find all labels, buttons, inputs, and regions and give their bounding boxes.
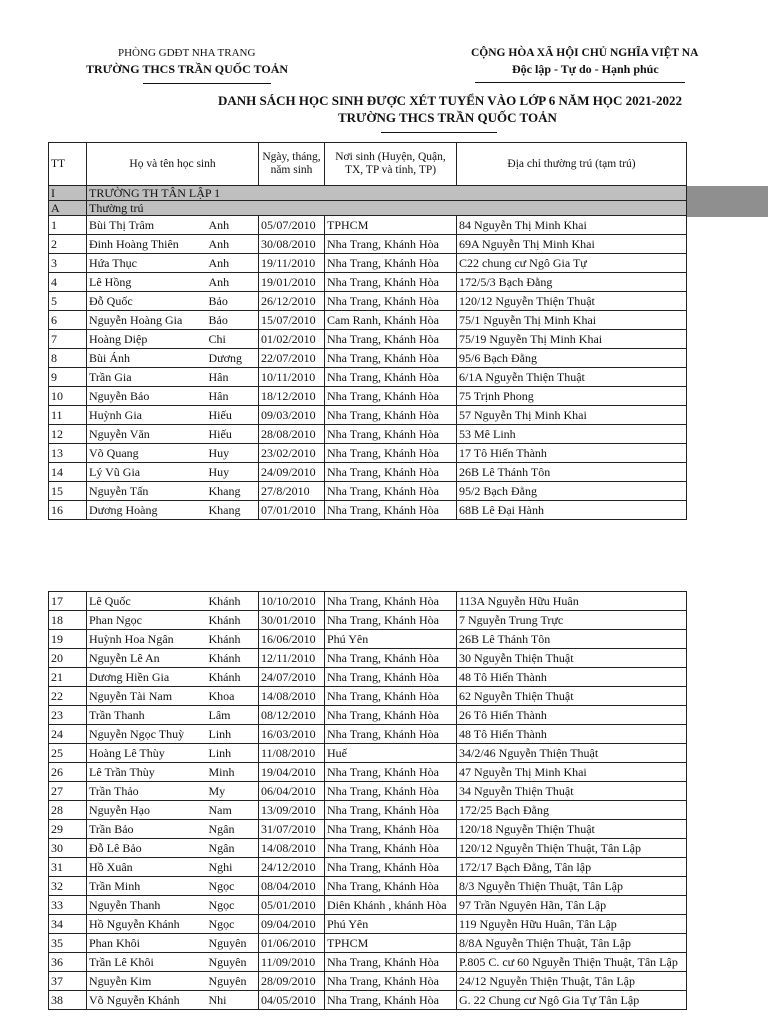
table-row xyxy=(49,630,687,649)
student-given-name: Hiếu xyxy=(207,425,259,444)
student-surname: Lê Hồng xyxy=(87,273,207,292)
student-address: 26B Lê Thánh Tôn xyxy=(457,630,687,649)
header-tt: TT xyxy=(49,143,87,186)
student-tt: 1 xyxy=(49,216,87,235)
header-birthplace: Nơi sinh (Huyện, Quận, TX, TP và tỉnh, TP) xyxy=(325,143,457,186)
student-address: 97 Trần Nguyên Hãn, Tân Lập xyxy=(457,896,687,915)
title-underline xyxy=(381,132,497,133)
student-address: 75 Trịnh Phong xyxy=(457,387,687,406)
table-row xyxy=(49,235,687,254)
student-given-name: Nguyên xyxy=(207,934,259,953)
student-given-name: Khánh xyxy=(207,630,259,649)
student-dob: 30/01/2010 xyxy=(259,611,325,630)
student-address: 26 Tô Hiến Thành xyxy=(457,706,687,725)
student-surname: Nguyễn Kim xyxy=(87,972,207,991)
table-row xyxy=(49,991,687,1010)
header-dob: Ngày, tháng, năm sinh xyxy=(259,143,325,186)
selected-row-highlight xyxy=(686,186,768,217)
student-dob: 10/11/2010 xyxy=(259,368,325,387)
student-birthplace: Nha Trang, Khánh Hòa xyxy=(325,725,457,744)
student-tt: 24 xyxy=(49,725,87,744)
student-tt: 29 xyxy=(49,820,87,839)
student-tt: 14 xyxy=(49,463,87,482)
table-row xyxy=(49,482,687,501)
student-birthplace: Nha Trang, Khánh Hòa xyxy=(325,991,457,1010)
student-tt: 26 xyxy=(49,763,87,782)
student-surname: Dương Hiền Gia xyxy=(87,668,207,687)
student-birthplace: Nha Trang, Khánh Hòa xyxy=(325,368,457,387)
table-row xyxy=(49,972,687,991)
student-dob: 22/07/2010 xyxy=(259,349,325,368)
student-tt: 11 xyxy=(49,406,87,425)
student-given-name: Khoa xyxy=(207,687,259,706)
student-dob: 05/01/2010 xyxy=(259,896,325,915)
table-row xyxy=(49,501,687,520)
student-tt: 31 xyxy=(49,858,87,877)
student-surname: Trần Bảo xyxy=(87,820,207,839)
student-dob: 30/08/2010 xyxy=(259,235,325,254)
student-dob: 24/07/2010 xyxy=(259,668,325,687)
student-address: 69A Nguyễn Thị Minh Khai xyxy=(457,235,687,254)
student-birthplace: Nha Trang, Khánh Hòa xyxy=(325,425,457,444)
department-name: PHÒNG GDĐT NHA TRANG xyxy=(118,47,256,59)
student-surname: Đỗ Lê Bảo xyxy=(87,839,207,858)
student-birthplace: Nha Trang, Khánh Hòa xyxy=(325,330,457,349)
student-surname: Trần Thanh xyxy=(87,706,207,725)
student-address: 120/12 Nguyễn Thiện Thuật, Tân Lập xyxy=(457,839,687,858)
student-birthplace: Nha Trang, Khánh Hòa xyxy=(325,444,457,463)
student-birthplace: Phú Yên xyxy=(325,630,457,649)
student-tt: 35 xyxy=(49,934,87,953)
student-given-name: Nam xyxy=(207,801,259,820)
student-surname: Phan Ngọc xyxy=(87,611,207,630)
student-given-name: My xyxy=(207,782,259,801)
student-dob: 16/03/2010 xyxy=(259,725,325,744)
student-dob: 24/09/2010 xyxy=(259,463,325,482)
table-row xyxy=(49,649,687,668)
student-address: 57 Nguyễn Thị Minh Khai xyxy=(457,406,687,425)
student-birthplace: Nha Trang, Khánh Hòa xyxy=(325,763,457,782)
student-birthplace: Nha Trang, Khánh Hòa xyxy=(325,406,457,425)
student-surname: Đinh Hoàng Thiên xyxy=(87,235,207,254)
student-given-name: Ngân xyxy=(207,820,259,839)
student-tt: 12 xyxy=(49,425,87,444)
student-surname: Lê Trần Thùy xyxy=(87,763,207,782)
student-tt: 28 xyxy=(49,801,87,820)
student-dob: 26/12/2010 xyxy=(259,292,325,311)
student-address: 113A Nguyễn Hữu Huân xyxy=(457,592,687,611)
student-surname: Dương Hoàng xyxy=(87,501,207,520)
table-row xyxy=(49,311,687,330)
student-given-name: Khánh xyxy=(207,592,259,611)
student-table-page-1 xyxy=(48,142,687,520)
student-address: 62 Nguyễn Thiện Thuật xyxy=(457,687,687,706)
student-given-name: Lâm xyxy=(207,706,259,725)
student-birthplace: Nha Trang, Khánh Hòa xyxy=(325,801,457,820)
student-dob: 19/11/2010 xyxy=(259,254,325,273)
student-tt: 8 xyxy=(49,349,87,368)
student-given-name: Anh xyxy=(207,216,259,235)
student-birthplace: Nha Trang, Khánh Hòa xyxy=(325,782,457,801)
student-dob: 07/01/2010 xyxy=(259,501,325,520)
student-address: 30 Nguyễn Thiện Thuật xyxy=(457,649,687,668)
student-dob: 28/08/2010 xyxy=(259,425,325,444)
student-tt: 19 xyxy=(49,630,87,649)
student-birthplace: Nha Trang, Khánh Hòa xyxy=(325,482,457,501)
student-given-name: Anh xyxy=(207,235,259,254)
student-given-name: Chi xyxy=(207,330,259,349)
document-title: DANH SÁCH HỌC SINH ĐƯỢC XÉT TUYỂN VÀO LỚP 6 NĂM HỌC 2021-2022 xyxy=(218,93,682,108)
student-birthplace: Diên Khánh , khánh Hòa xyxy=(325,896,457,915)
student-birthplace: Nha Trang, Khánh Hòa xyxy=(325,501,457,520)
student-birthplace: Nha Trang, Khánh Hòa xyxy=(325,877,457,896)
student-birthplace: Nha Trang, Khánh Hòa xyxy=(325,668,457,687)
table-row xyxy=(49,330,687,349)
student-tt: 36 xyxy=(49,953,87,972)
student-tt: 15 xyxy=(49,482,87,501)
student-given-name: Hân xyxy=(207,368,259,387)
student-address: 26B Lê Thánh Tôn xyxy=(457,463,687,482)
student-tt: 21 xyxy=(49,668,87,687)
student-dob: 05/07/2010 xyxy=(259,216,325,235)
student-dob: 09/04/2010 xyxy=(259,915,325,934)
student-tt: 22 xyxy=(49,687,87,706)
table-row xyxy=(49,877,687,896)
student-tt: 37 xyxy=(49,972,87,991)
student-address: 7 Nguyễn Trung Trực xyxy=(457,611,687,630)
group-code: A xyxy=(49,201,87,216)
student-address: 48 Tô Hiến Thành xyxy=(457,725,687,744)
student-address: 95/6 Bạch Đằng xyxy=(457,349,687,368)
student-tt: 23 xyxy=(49,706,87,725)
student-address: 8/3 Nguyễn Thiện Thuật, Tân Lập xyxy=(457,877,687,896)
student-surname: Trần Gia xyxy=(87,368,207,387)
student-birthplace: Nha Trang, Khánh Hòa xyxy=(325,273,457,292)
student-given-name: Linh xyxy=(207,725,259,744)
student-address: 95/2 Bạch Đằng xyxy=(457,482,687,501)
student-address: 120/18 Nguyễn Thiện Thuật xyxy=(457,820,687,839)
student-surname: Nguyễn Lê An xyxy=(87,649,207,668)
student-dob: 19/04/2010 xyxy=(259,763,325,782)
table-row xyxy=(49,687,687,706)
student-address: C22 chung cư Ngô Gia Tự xyxy=(457,254,687,273)
student-tt: 17 xyxy=(49,592,87,611)
student-given-name: Khang xyxy=(207,501,259,520)
table-row xyxy=(49,611,687,630)
student-given-name: Anh xyxy=(207,254,259,273)
student-tt: 38 xyxy=(49,991,87,1010)
student-birthplace: Nha Trang, Khánh Hòa xyxy=(325,839,457,858)
student-dob: 01/06/2010 xyxy=(259,934,325,953)
student-dob: 08/12/2010 xyxy=(259,706,325,725)
student-dob: 06/04/2010 xyxy=(259,782,325,801)
student-address: 68B Lê Đại Hành xyxy=(457,501,687,520)
table-row xyxy=(49,216,687,235)
student-surname: Trần Lê Khôi xyxy=(87,953,207,972)
student-given-name: Hân xyxy=(207,387,259,406)
student-dob: 11/09/2010 xyxy=(259,953,325,972)
student-dob: 04/05/2010 xyxy=(259,991,325,1010)
student-surname: Nguyễn Hạo xyxy=(87,801,207,820)
student-given-name: Hiếu xyxy=(207,406,259,425)
student-given-name: Huy xyxy=(207,444,259,463)
group-label: Thường trú xyxy=(87,201,687,216)
student-given-name: Huy xyxy=(207,463,259,482)
group-row-residence xyxy=(49,201,687,216)
student-birthplace: Nha Trang, Khánh Hòa xyxy=(325,463,457,482)
student-birthplace: Nha Trang, Khánh Hòa xyxy=(325,592,457,611)
student-given-name: Ngân xyxy=(207,839,259,858)
student-given-name: Linh xyxy=(207,744,259,763)
student-given-name: Khánh xyxy=(207,649,259,668)
student-address: 75/19 Nguyễn Thị Minh Khai xyxy=(457,330,687,349)
student-surname: Võ Quang xyxy=(87,444,207,463)
table-row xyxy=(49,953,687,972)
student-address: 120/12 Nguyễn Thiện Thuật xyxy=(457,292,687,311)
student-dob: 15/07/2010 xyxy=(259,311,325,330)
student-tt: 20 xyxy=(49,649,87,668)
student-surname: Huỳnh Hoa Ngân xyxy=(87,630,207,649)
student-dob: 16/06/2010 xyxy=(259,630,325,649)
student-surname: Hoàng Lê Thùy xyxy=(87,744,207,763)
table-row xyxy=(49,820,687,839)
student-tt: 10 xyxy=(49,387,87,406)
table-row xyxy=(49,368,687,387)
group-row-school xyxy=(49,186,687,201)
table-row xyxy=(49,744,687,763)
student-dob: 19/01/2010 xyxy=(259,273,325,292)
header-name: Họ và tên học sinh xyxy=(87,143,259,186)
table-row xyxy=(49,444,687,463)
student-dob: 14/08/2010 xyxy=(259,687,325,706)
student-surname: Phan Khôi xyxy=(87,934,207,953)
student-given-name: Nghi xyxy=(207,858,259,877)
student-address: 172/5/3 Bạch Đằng xyxy=(457,273,687,292)
student-dob: 12/11/2010 xyxy=(259,649,325,668)
student-given-name: Nhi xyxy=(207,991,259,1010)
table-header-row xyxy=(49,143,687,186)
student-surname: Nguyễn Văn xyxy=(87,425,207,444)
table-row xyxy=(49,915,687,934)
student-tt: 6 xyxy=(49,311,87,330)
student-surname: Hoàng Diệp xyxy=(87,330,207,349)
student-address: 75/1 Nguyễn Thị Minh Khai xyxy=(457,311,687,330)
student-given-name: Nguyên xyxy=(207,972,259,991)
student-dob: 31/07/2010 xyxy=(259,820,325,839)
student-dob: 10/10/2010 xyxy=(259,592,325,611)
student-surname: Trần Thảo xyxy=(87,782,207,801)
student-birthplace: Nha Trang, Khánh Hòa xyxy=(325,611,457,630)
student-address: 6/1A Nguyễn Thiện Thuật xyxy=(457,368,687,387)
table-row xyxy=(49,273,687,292)
student-birthplace: TPHCM xyxy=(325,216,457,235)
student-birthplace: Nha Trang, Khánh Hòa xyxy=(325,254,457,273)
table-row xyxy=(49,801,687,820)
student-birthplace: Nha Trang, Khánh Hòa xyxy=(325,687,457,706)
student-tt: 5 xyxy=(49,292,87,311)
student-surname: Võ Nguyễn Khánh xyxy=(87,991,207,1010)
student-dob: 27/8/2010 xyxy=(259,482,325,501)
student-address: 84 Nguyễn Thị Minh Khai xyxy=(457,216,687,235)
student-given-name: Bảo xyxy=(207,311,259,330)
student-birthplace: Nha Trang, Khánh Hòa xyxy=(325,292,457,311)
student-surname: Bùi Thị Trâm xyxy=(87,216,207,235)
student-birthplace: Nha Trang, Khánh Hòa xyxy=(325,349,457,368)
student-address: G. 22 Chung cư Ngô Gia Tự Tân Lập xyxy=(457,991,687,1010)
table-row xyxy=(49,254,687,273)
student-birthplace: Nha Trang, Khánh Hòa xyxy=(325,706,457,725)
student-dob: 08/04/2010 xyxy=(259,877,325,896)
student-given-name: Minh xyxy=(207,763,259,782)
table-row xyxy=(49,896,687,915)
student-surname: Nguyễn Tấn xyxy=(87,482,207,501)
student-birthplace: Nha Trang, Khánh Hòa xyxy=(325,858,457,877)
table-row xyxy=(49,858,687,877)
table-row xyxy=(49,706,687,725)
student-given-name: Khánh xyxy=(207,668,259,687)
student-address: 34/2/46 Nguyễn Thiện Thuật xyxy=(457,744,687,763)
student-tt: 3 xyxy=(49,254,87,273)
student-tt: 4 xyxy=(49,273,87,292)
student-given-name: Khánh xyxy=(207,611,259,630)
group-label: TRƯỜNG TH TÂN LẬP 1 xyxy=(87,186,687,201)
student-surname: Nguyễn Tài Nam xyxy=(87,687,207,706)
national-motto-underline xyxy=(475,82,685,83)
student-given-name: Anh xyxy=(207,273,259,292)
student-address: 48 Tô Hiến Thành xyxy=(457,668,687,687)
student-tt: 32 xyxy=(49,877,87,896)
header-address: Địa chỉ thường trú (tạm trú) xyxy=(457,143,687,186)
student-dob: 24/12/2010 xyxy=(259,858,325,877)
student-surname: Lý Vũ Gia xyxy=(87,463,207,482)
student-tt: 16 xyxy=(49,501,87,520)
student-birthplace: Nha Trang, Khánh Hòa xyxy=(325,235,457,254)
student-tt: 13 xyxy=(49,444,87,463)
student-dob: 13/09/2010 xyxy=(259,801,325,820)
student-address: P.805 C. cư 60 Nguyễn Thiện Thuật, Tân Lập xyxy=(457,953,687,972)
student-dob: 28/09/2010 xyxy=(259,972,325,991)
table-row xyxy=(49,349,687,368)
student-address: 8/8A Nguyễn Thiện Thuật, Tân Lập xyxy=(457,934,687,953)
student-given-name: Dương xyxy=(207,349,259,368)
student-given-name: Ngọc xyxy=(207,915,259,934)
student-tt: 2 xyxy=(49,235,87,254)
student-tt: 18 xyxy=(49,611,87,630)
table-row xyxy=(49,725,687,744)
student-surname: Đỗ Quốc xyxy=(87,292,207,311)
student-tt: 27 xyxy=(49,782,87,801)
student-address: 172/17 Bạch Đằng, Tân lập xyxy=(457,858,687,877)
student-given-name: Nguyên xyxy=(207,953,259,972)
student-address: 47 Nguyễn Thị Minh Khai xyxy=(457,763,687,782)
table-row xyxy=(49,292,687,311)
table-row xyxy=(49,592,687,611)
student-surname: Nguyễn Ngọc Thuỳ xyxy=(87,725,207,744)
student-address: 172/25 Bạch Đằng xyxy=(457,801,687,820)
student-birthplace: Phú Yên xyxy=(325,915,457,934)
table-row xyxy=(49,406,687,425)
student-address: 119 Nguyễn Hữu Huân, Tân Lập xyxy=(457,915,687,934)
student-address: 53 Mê Linh xyxy=(457,425,687,444)
student-dob: 18/12/2010 xyxy=(259,387,325,406)
student-dob: 14/08/2010 xyxy=(259,839,325,858)
student-surname: Lê Quốc xyxy=(87,592,207,611)
student-surname: Hứa Thục xyxy=(87,254,207,273)
student-birthplace: TPHCM xyxy=(325,934,457,953)
student-surname: Nguyễn Hoàng Gia xyxy=(87,311,207,330)
student-dob: 11/08/2010 xyxy=(259,744,325,763)
table-row xyxy=(49,839,687,858)
student-table-page-2 xyxy=(48,591,687,1010)
student-surname: Hồ Xuân xyxy=(87,858,207,877)
national-motto: Độc lập - Tự do - Hạnh phúc xyxy=(512,62,659,76)
student-birthplace: Nha Trang, Khánh Hòa xyxy=(325,387,457,406)
group-code: I xyxy=(49,186,87,201)
table-row xyxy=(49,425,687,444)
student-given-name: Khang xyxy=(207,482,259,501)
student-tt: 9 xyxy=(49,368,87,387)
student-surname: Hồ Nguyễn Khánh xyxy=(87,915,207,934)
school-name: TRƯỜNG THCS TRẦN QUỐC TOẢN xyxy=(86,62,289,76)
student-birthplace: Huế xyxy=(325,744,457,763)
student-surname: Trần Minh xyxy=(87,877,207,896)
student-dob: 09/03/2010 xyxy=(259,406,325,425)
student-tt: 30 xyxy=(49,839,87,858)
student-surname: Bùi Ánh xyxy=(87,349,207,368)
student-dob: 01/02/2010 xyxy=(259,330,325,349)
student-given-name: Ngọc xyxy=(207,877,259,896)
student-surname: Nguyễn Thanh xyxy=(87,896,207,915)
student-surname: Huỳnh Gia xyxy=(87,406,207,425)
table-row xyxy=(49,387,687,406)
student-tt: 34 xyxy=(49,915,87,934)
document-subtitle: TRƯỜNG THCS TRẦN QUỐC TOẢN xyxy=(338,110,557,125)
student-given-name: Bảo xyxy=(207,292,259,311)
student-address: 24/12 Nguyễn Thiện Thuật, Tân Lập xyxy=(457,972,687,991)
student-given-name: Ngọc xyxy=(207,896,259,915)
table-row xyxy=(49,763,687,782)
student-tt: 25 xyxy=(49,744,87,763)
student-surname: Nguyễn Bảo xyxy=(87,387,207,406)
table-row xyxy=(49,934,687,953)
student-birthplace: Cam Ranh, Khánh Hòa xyxy=(325,311,457,330)
student-address: 17 Tô Hiến Thành xyxy=(457,444,687,463)
student-birthplace: Nha Trang, Khánh Hòa xyxy=(325,649,457,668)
student-birthplace: Nha Trang, Khánh Hòa xyxy=(325,972,457,991)
table-row xyxy=(49,782,687,801)
student-dob: 23/02/2010 xyxy=(259,444,325,463)
table-row xyxy=(49,668,687,687)
table-row xyxy=(49,463,687,482)
student-birthplace: Nha Trang, Khánh Hòa xyxy=(325,953,457,972)
school-name-underline xyxy=(143,83,271,84)
student-tt: 33 xyxy=(49,896,87,915)
student-address: 34 Nguyễn Thiện Thuật xyxy=(457,782,687,801)
student-tt: 7 xyxy=(49,330,87,349)
student-birthplace: Nha Trang, Khánh Hòa xyxy=(325,820,457,839)
national-title: CỘNG HÒA XÃ HỘI CHỦ NGHĨA VIỆT NA xyxy=(471,47,699,59)
